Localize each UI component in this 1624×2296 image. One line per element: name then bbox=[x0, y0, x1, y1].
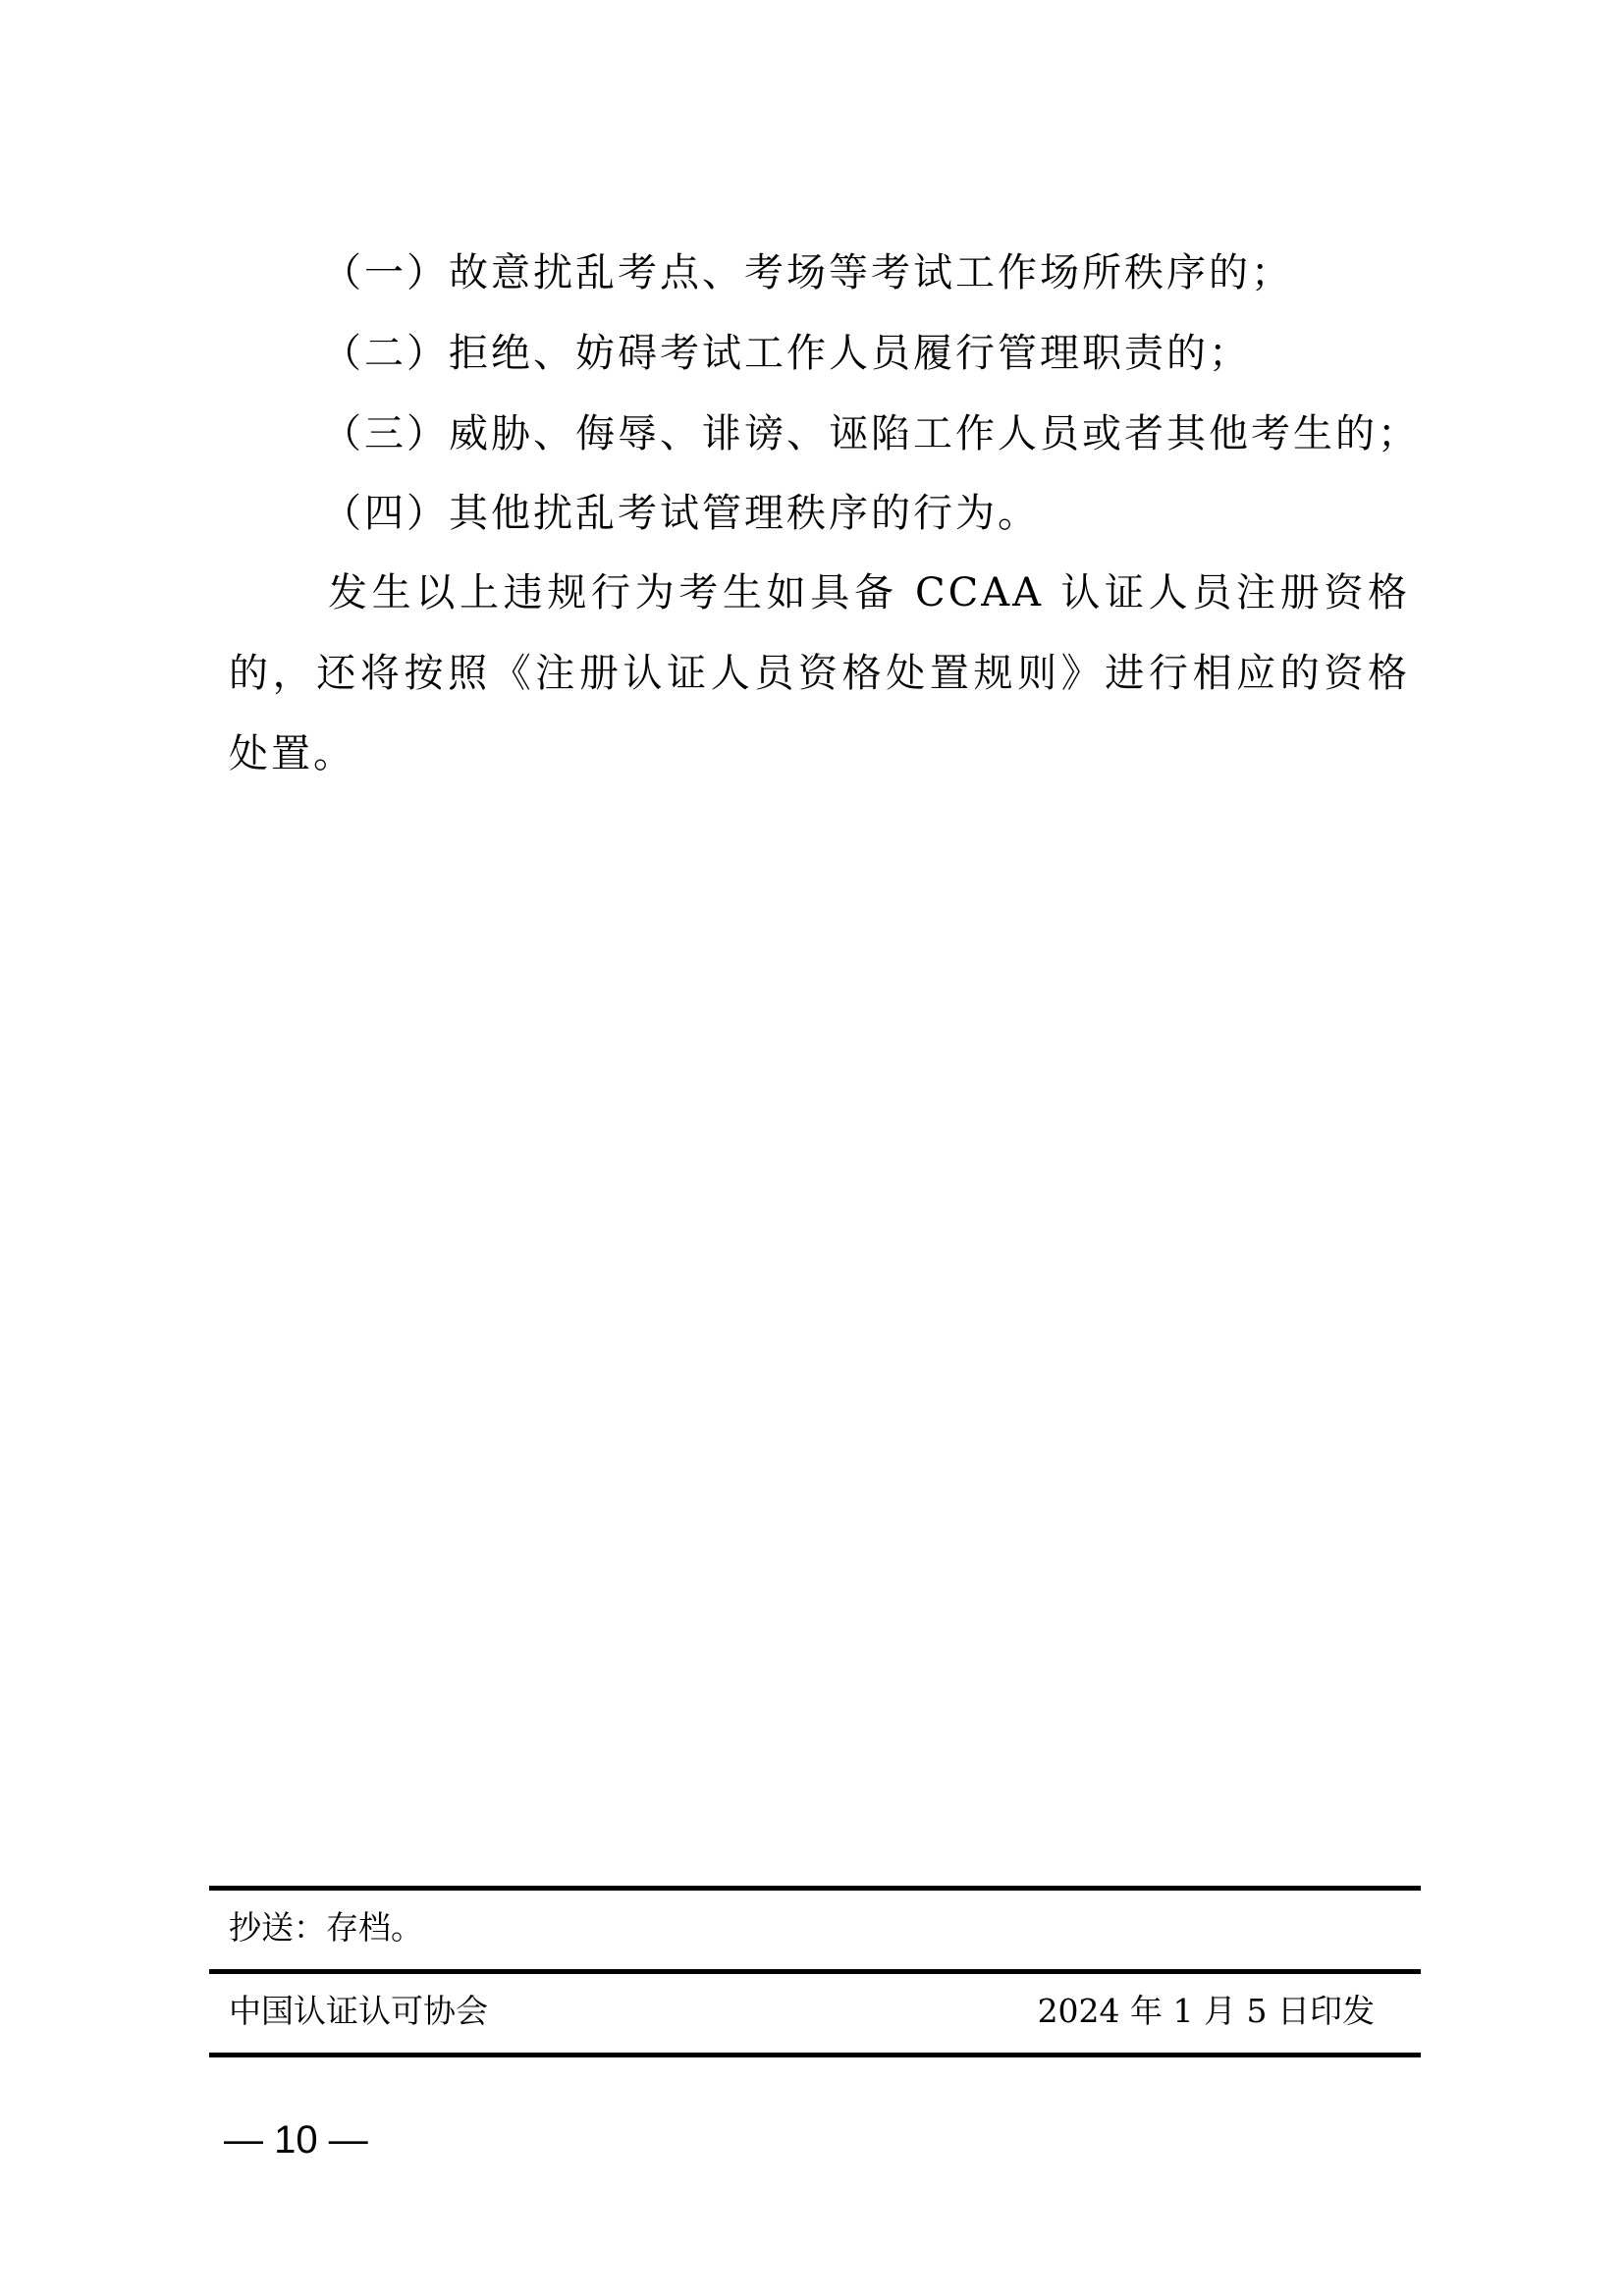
footer-rule-middle bbox=[209, 1969, 1421, 1974]
issuer: 中国认证认可协会 bbox=[229, 1992, 488, 2030]
paragraph-line-2: 的，还将按照《注册认证人员资格处置规则》进行相应的资格 bbox=[229, 651, 1410, 696]
page-number: — 10 — bbox=[224, 2118, 368, 2162]
paragraph-line-1: 发生以上违规行为考生如具备 CCAA 认证人员注册资格 bbox=[328, 570, 1410, 615]
list-item-4: （四）其他扰乱考试管理秩序的行为。 bbox=[322, 491, 1040, 536]
list-item-2: （二）拒绝、妨碍考试工作人员履行管理职责的； bbox=[322, 331, 1251, 376]
paragraph-line-3: 处置。 bbox=[229, 731, 355, 776]
footer-rule-bottom bbox=[209, 2053, 1421, 2057]
print-date: 2024 年 1 月 5 日印发 bbox=[1037, 1992, 1375, 2030]
list-item-3: （三）威胁、侮辱、诽谤、诬陷工作人员或者其他考生的； bbox=[322, 411, 1420, 456]
footer-rule-top bbox=[209, 1886, 1421, 1891]
cc-line: 抄送：存档。 bbox=[229, 1908, 423, 1947]
list-item-1: （一）故意扰乱考点、考场等考试工作场所秩序的； bbox=[322, 250, 1293, 295]
